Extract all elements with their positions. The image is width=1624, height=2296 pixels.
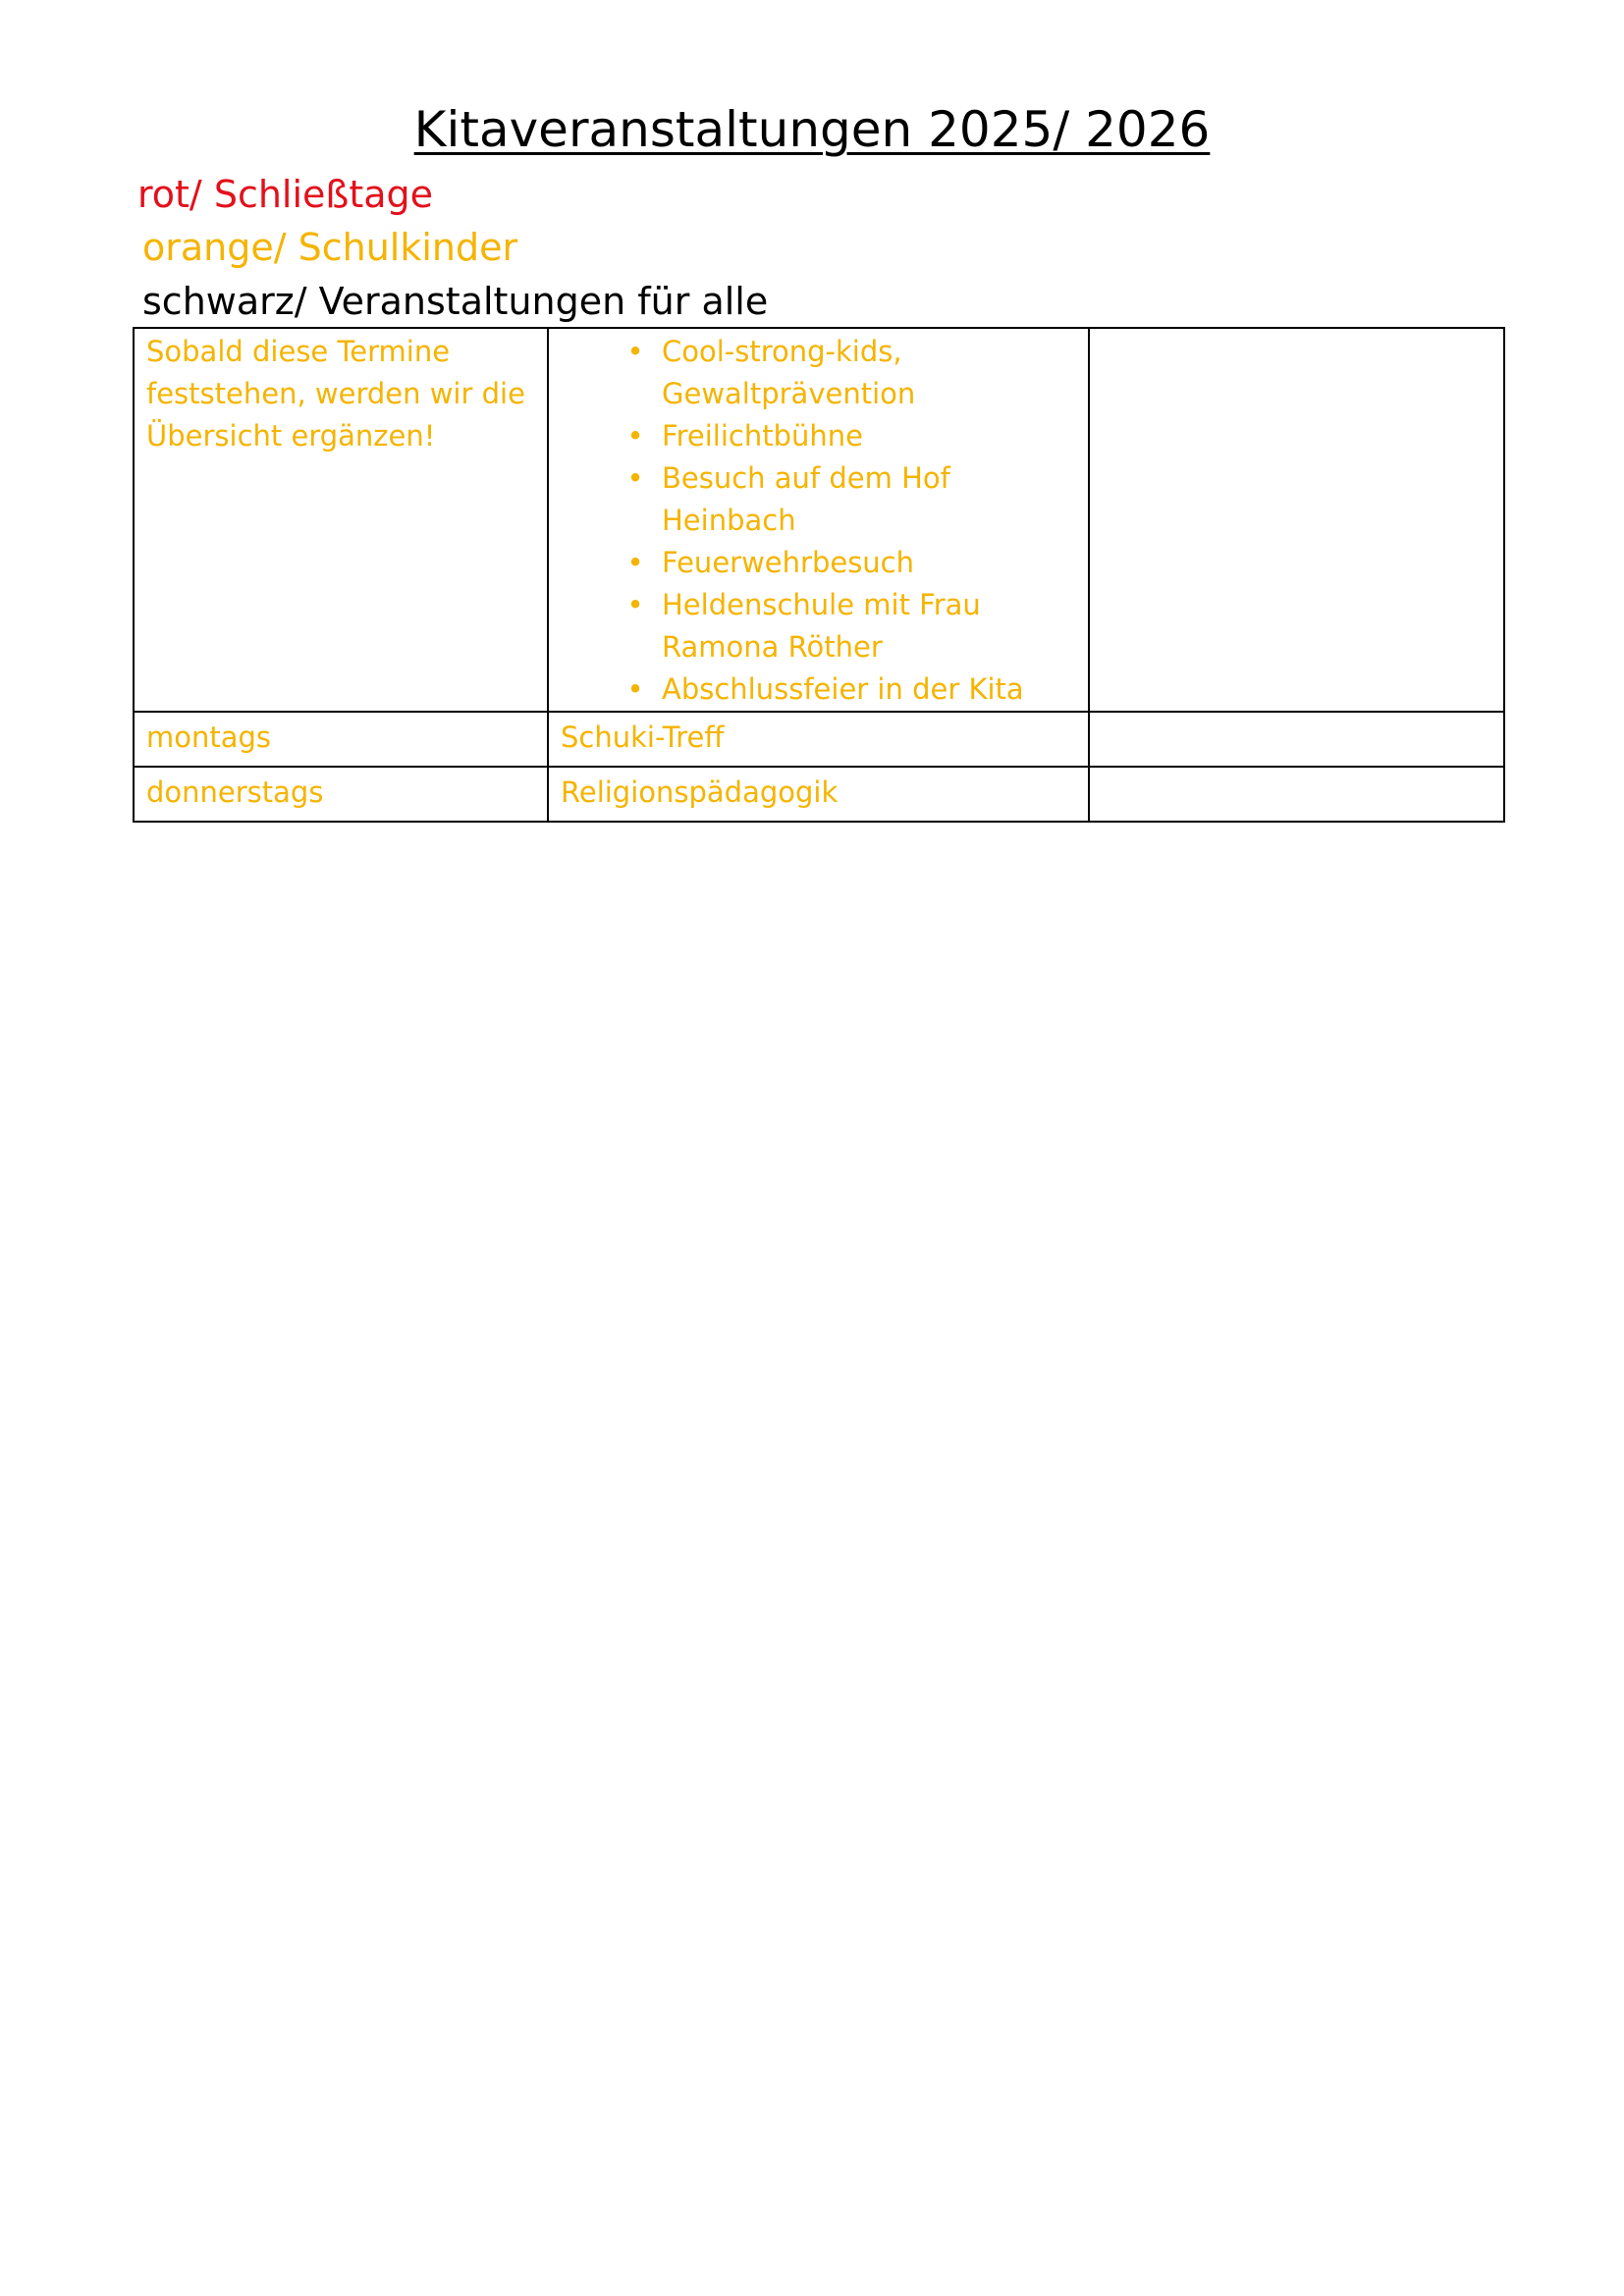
table-cell-day: donnerstags: [134, 767, 548, 822]
legend-closing-days: rot/ Schließtage: [137, 173, 434, 216]
events-table: [133, 327, 1505, 823]
table-row: [134, 712, 1504, 767]
list-item: • Feuerwehrbesuch: [561, 542, 1076, 584]
table-cell-empty: [1089, 712, 1504, 767]
event-list: [561, 331, 1076, 711]
table-cell-day: montags: [134, 712, 548, 767]
table-row: [134, 767, 1504, 822]
bullet-icon: •: [626, 672, 644, 706]
table-row: [134, 328, 1504, 712]
table-cell-empty: [1089, 767, 1504, 822]
table-cell-empty: [1089, 328, 1504, 712]
bullet-icon: •: [626, 335, 644, 368]
table-cell-event-list: [548, 328, 1089, 712]
bullet-icon: •: [626, 546, 644, 579]
table-cell-activity: Religionspädagogik: [548, 767, 1089, 822]
list-item: • Abschlussfeier in der Kita: [561, 668, 1076, 711]
table-cell-activity: Schuki-Treff: [548, 712, 1089, 767]
legend-school-children: orange/ Schulkinder: [142, 226, 518, 269]
list-item: • Besuch auf dem Hof Heinbach: [561, 457, 1076, 542]
table-cell-note: Sobald diese Termine feststehen, werden wir die Übersicht ergänzen!: [134, 328, 548, 712]
legend-events-for-all: schwarz/ Veranstaltungen für alle: [142, 280, 769, 323]
bullet-icon: •: [626, 461, 644, 495]
list-item: • Freilichtbühne: [561, 415, 1076, 457]
list-item: • Heldenschule mit Frau Ramona Röther: [561, 584, 1076, 668]
bullet-icon: •: [626, 419, 644, 453]
list-item: • Cool-strong-kids, Gewaltprävention: [561, 331, 1076, 415]
bullet-icon: •: [626, 588, 644, 621]
document-title: Kitaveranstaltungen 2025/ 2026: [413, 101, 1211, 158]
